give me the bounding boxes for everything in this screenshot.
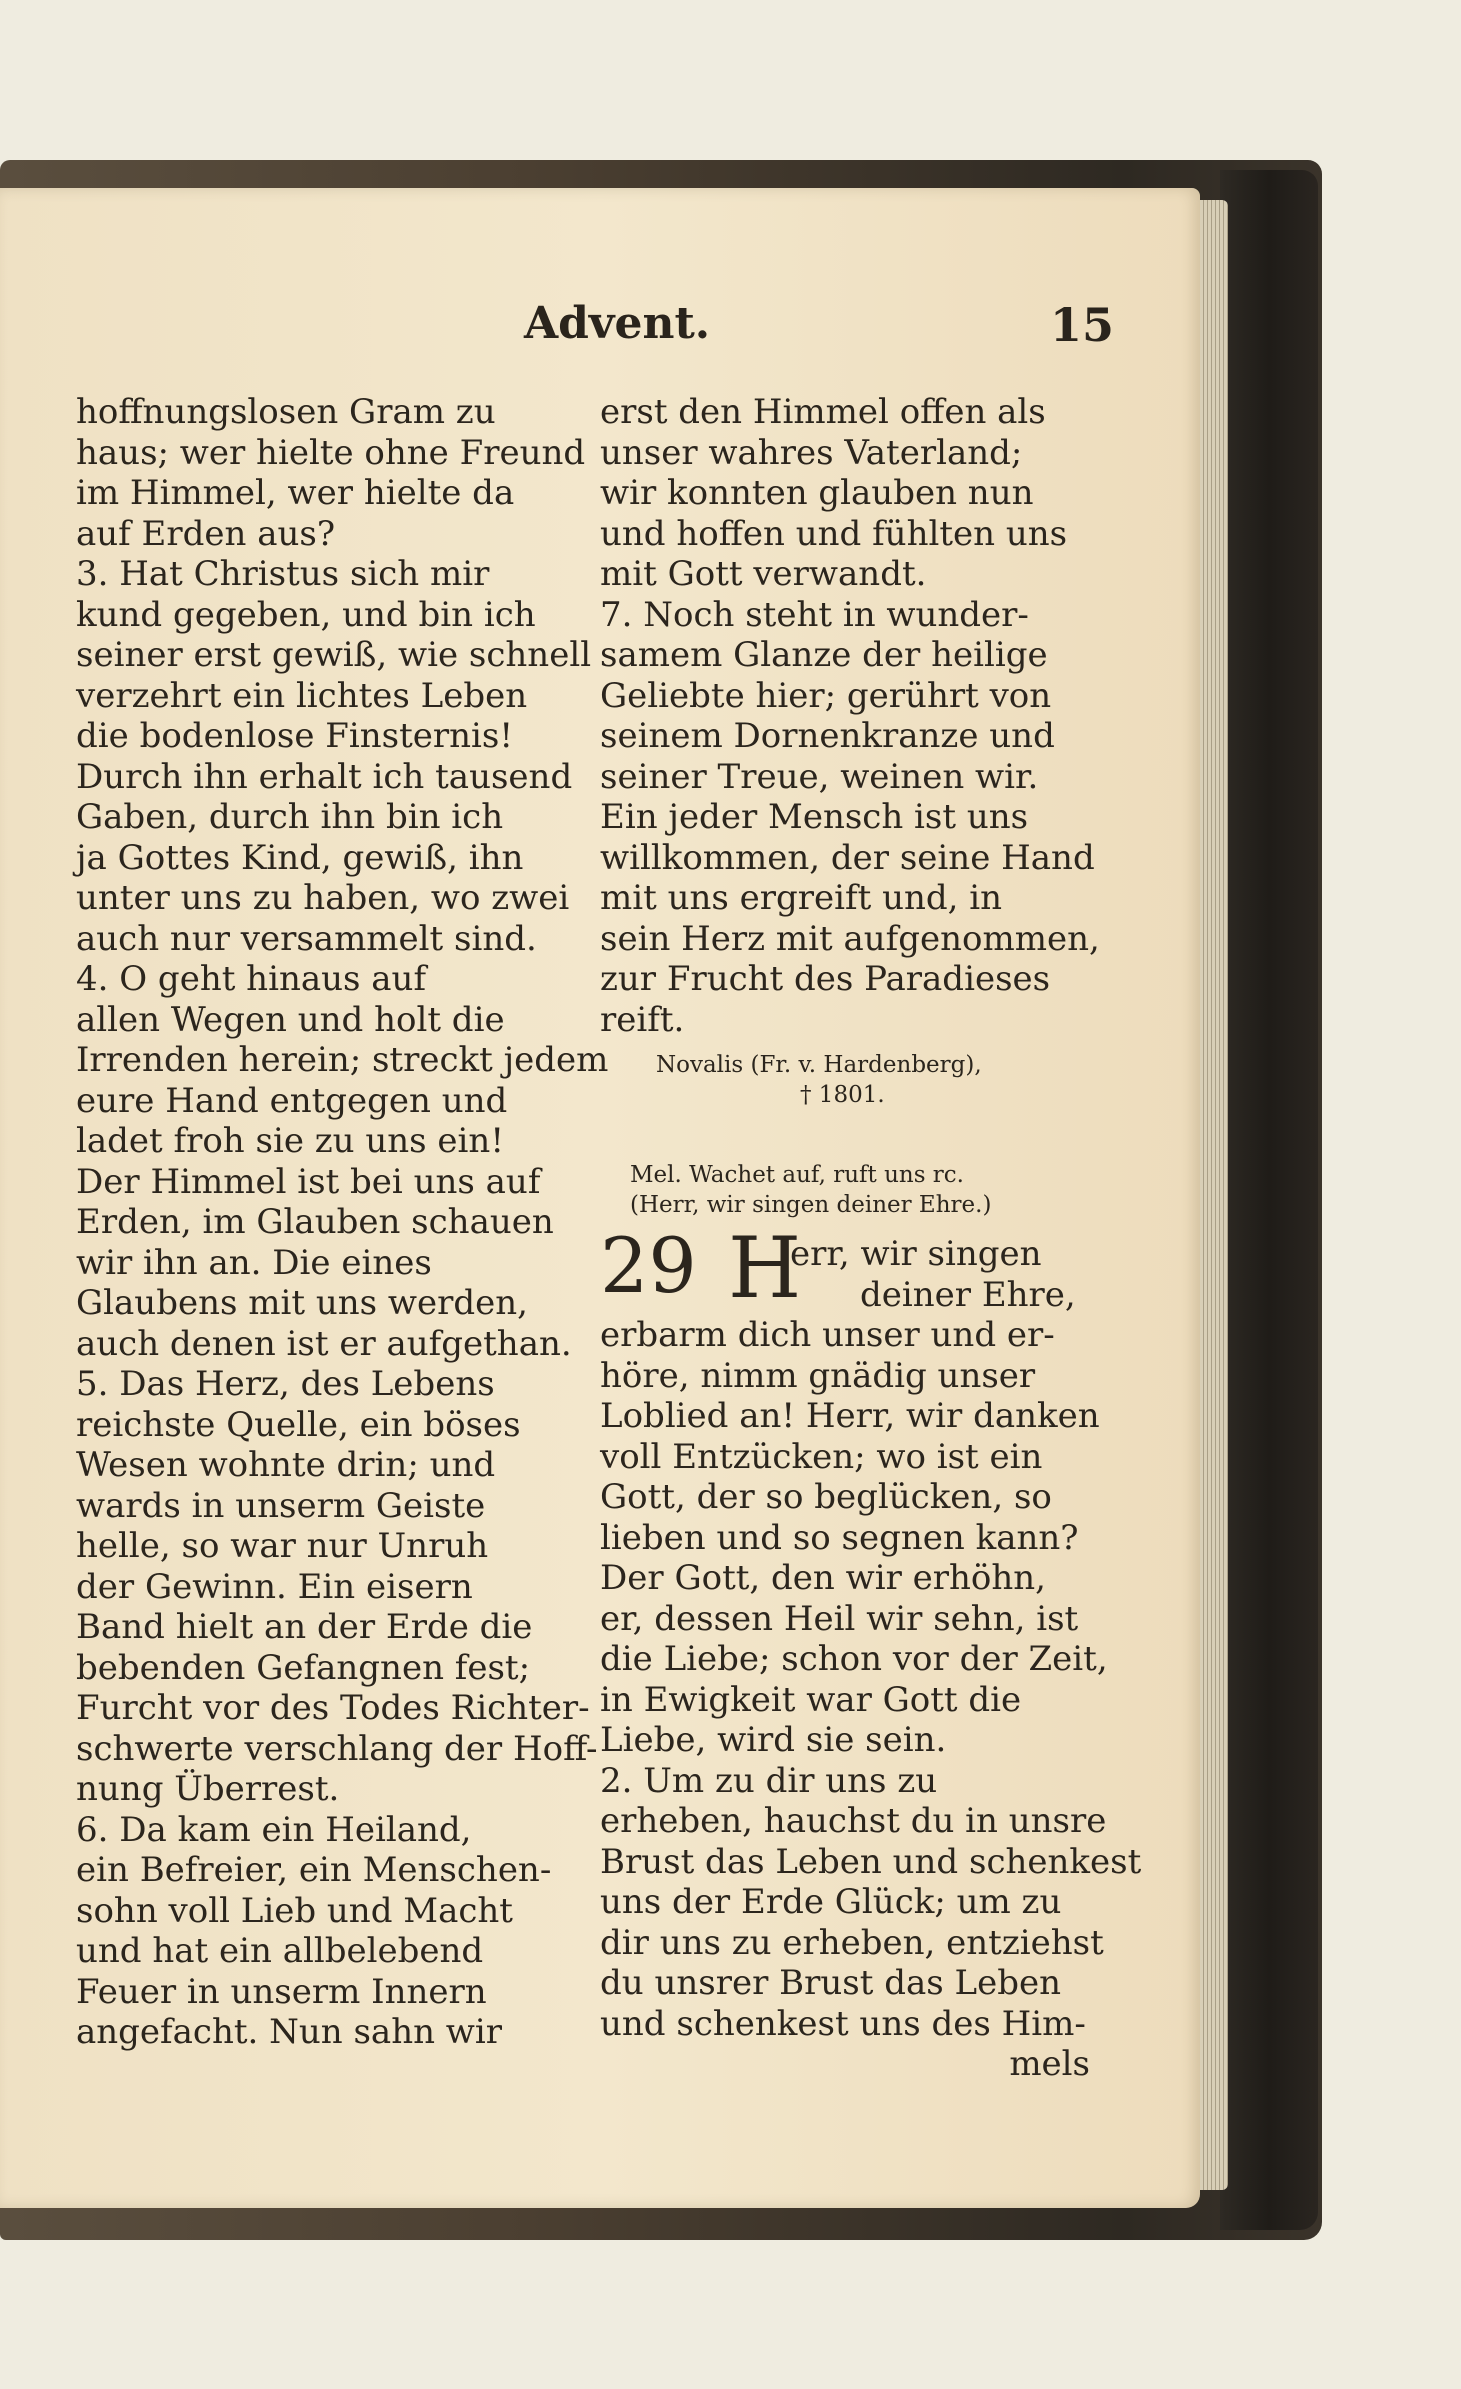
catchword: mels [1009, 2044, 1090, 2084]
page-header [0, 292, 1200, 372]
text-line: höre, nimm gnädig unser [600, 1355, 1036, 1396]
text-line: wir ihn an. Die eines [76, 1242, 432, 1283]
text-line: allen Wegen und holt die [76, 999, 505, 1040]
text-line: dir uns zu erheben, entziehst [600, 1922, 1104, 1963]
text-line: erbarm dich unser und er- [600, 1315, 1055, 1355]
text-line: seiner erst gewiß, wie schnell [76, 635, 592, 675]
text-line: kund gegeben, und bin ich [76, 594, 536, 635]
text-line: der Gewinn. Ein eisern [76, 1566, 473, 1607]
text-line: lieben und so segnen kann? [600, 1517, 1079, 1558]
text-line: ladet froh sie zu uns ein! [76, 1121, 504, 1161]
text-line: auch denen ist er aufgethan. [76, 1323, 572, 1364]
text-line: Geliebte hier; gerührt von [600, 675, 1052, 716]
text-line: hoffnungslosen Gram zu [76, 392, 496, 432]
text-line: verzehrt ein lichtes Leben [76, 675, 528, 716]
text-line: sein Herz mit aufgenommen, [600, 918, 1100, 959]
text-line: 2. Um zu dir uns zu [600, 1760, 938, 1801]
text-line: unser wahres Vaterland; [600, 432, 1023, 473]
text-line: erst den Himmel offen als [600, 392, 1046, 432]
text-line: reift. [600, 999, 685, 1040]
text-line: 3. Hat Christus sich mir [76, 554, 490, 594]
text-line: die bodenlose Finsternis! [76, 716, 514, 756]
text-line: unter uns zu haben, wo zwei [76, 878, 570, 918]
attribution [600, 1050, 1090, 1110]
drop-initial: H [728, 1219, 802, 1317]
text-line: auch nur versammelt sind. [76, 918, 537, 959]
page-number: 15 [1050, 298, 1115, 352]
text-line: erheben, hauchst du in unsre [600, 1801, 1107, 1841]
text-line: Glaubens mit uns werden, [76, 1283, 528, 1323]
melody-line-1: Mel. Wachet auf, ruft uns rc. [630, 1162, 964, 1188]
text-line: nung Überrest. [76, 1769, 340, 1809]
attribution-author: Novalis (Fr. v. Hardenberg), [656, 1052, 982, 1078]
text-line: Ein jeder Mensch ist uns [600, 797, 1029, 837]
text-line: Liebe, wird sie sein. [600, 1720, 947, 1760]
left-column [76, 392, 609, 2053]
text-line: und hat ein allbelebend [76, 1931, 484, 1971]
text-line: eure Hand entgegen und [76, 1080, 508, 1121]
hymn-first-line: err, wir singen [790, 1234, 1042, 1274]
hymn-second-line: deiner Ehre, [860, 1274, 1076, 1315]
melody-line-2: (Herr, wir singen deiner Ehre.) [630, 1192, 992, 1218]
text-line: Feuer in unserm Innern [76, 1971, 487, 2012]
text-line: wir konnten glauben nun [600, 473, 1034, 513]
text-line: helle, so war nur Unruh [76, 1526, 489, 1566]
text-line: 5. Das Herz, des Lebens [76, 1364, 495, 1404]
text-line: sohn voll Lieb und Macht [76, 1890, 513, 1931]
right-column [600, 392, 1142, 2085]
text-line: wards in unserm Geiste [76, 1485, 486, 1526]
book-cover-edge [1220, 170, 1318, 2230]
text-line: mit Gott verwandt. [600, 554, 927, 594]
text-line: mit uns ergreift und, in [600, 878, 1003, 918]
hymn-heading [600, 1219, 1090, 1317]
text-line: 6. Da kam ein Heiland, [76, 1809, 472, 1850]
text-line: samem Glanze der heilige [600, 635, 1048, 675]
text-line: Der Himmel ist bei uns auf [76, 1161, 541, 1202]
text-line: Gaben, durch ihn bin ich [76, 797, 504, 837]
text-line: und schenkest uns des Him- [600, 2003, 1086, 2044]
text-line: Loblied an! Herr, wir danken [600, 1396, 1100, 1436]
text-line: uns der Erde Glück; um zu [600, 1882, 1062, 1922]
right-column-bottom [600, 1315, 1142, 2044]
text-line: auf Erden aus? [76, 513, 336, 554]
text-line: zur Frucht des Paradieses [600, 959, 1051, 999]
text-line: reichste Quelle, ein böses [76, 1404, 521, 1445]
melody-note [600, 1160, 1090, 1220]
text-line: und hoffen und fühlten uns [600, 513, 1068, 554]
text-line: seiner Treue, weinen wir. [600, 756, 1039, 797]
attribution-date: † 1801. [800, 1082, 885, 1108]
text-line: Durch ihn erhalt ich tausend [76, 756, 573, 797]
text-line: Erden, im Glauben schauen [76, 1202, 554, 1242]
text-line: seinem Dornenkranze und [600, 716, 1055, 756]
text-line: 4. O geht hinaus auf [76, 959, 427, 999]
hymn-number: 29 [600, 1221, 697, 1310]
text-line: angefacht. Nun sahn wir [76, 2012, 503, 2052]
text-line: ein Befreier, ein Menschen- [76, 1850, 552, 1890]
text-line: willkommen, der seine Hand [600, 837, 1095, 878]
text-line: 7. Noch steht in wunder- [600, 594, 1029, 635]
text-line: schwerte verschlang der Hoff- [76, 1728, 598, 1769]
text-line: er, dessen Heil wir sehn, ist [600, 1598, 1079, 1639]
text-line: im Himmel, wer hielte da [76, 473, 515, 513]
text-line: du unsrer Brust das Leben [600, 1963, 1061, 2003]
text-line: Band hielt an der Erde die [76, 1607, 533, 1647]
text-line: Der Gott, den wir erhöhn, [600, 1558, 1046, 1598]
text-line: in Ewigkeit war Gott die [600, 1679, 1022, 1720]
running-title: Advent. [524, 298, 711, 349]
text-line: Gott, der so beglücken, so [600, 1477, 1052, 1517]
text-line: haus; wer hielte ohne Freund [76, 432, 586, 473]
text-line: ja Gottes Kind, gewiß, ihn [76, 837, 524, 878]
right-column-top [600, 392, 1100, 1040]
text-line: voll Entzücken; wo ist ein [600, 1436, 1043, 1477]
text-line: Furcht vor des Todes Richter- [76, 1688, 590, 1728]
text-line: Wesen wohnte drin; und [76, 1445, 496, 1485]
text-line: Irrenden herein; streckt jedem [76, 1040, 609, 1080]
text-line: Brust das Leben und schenkest [600, 1841, 1142, 1882]
text-line: bebenden Gefangnen fest; [76, 1647, 531, 1688]
text-line: die Liebe; schon vor der Zeit, [600, 1639, 1108, 1679]
